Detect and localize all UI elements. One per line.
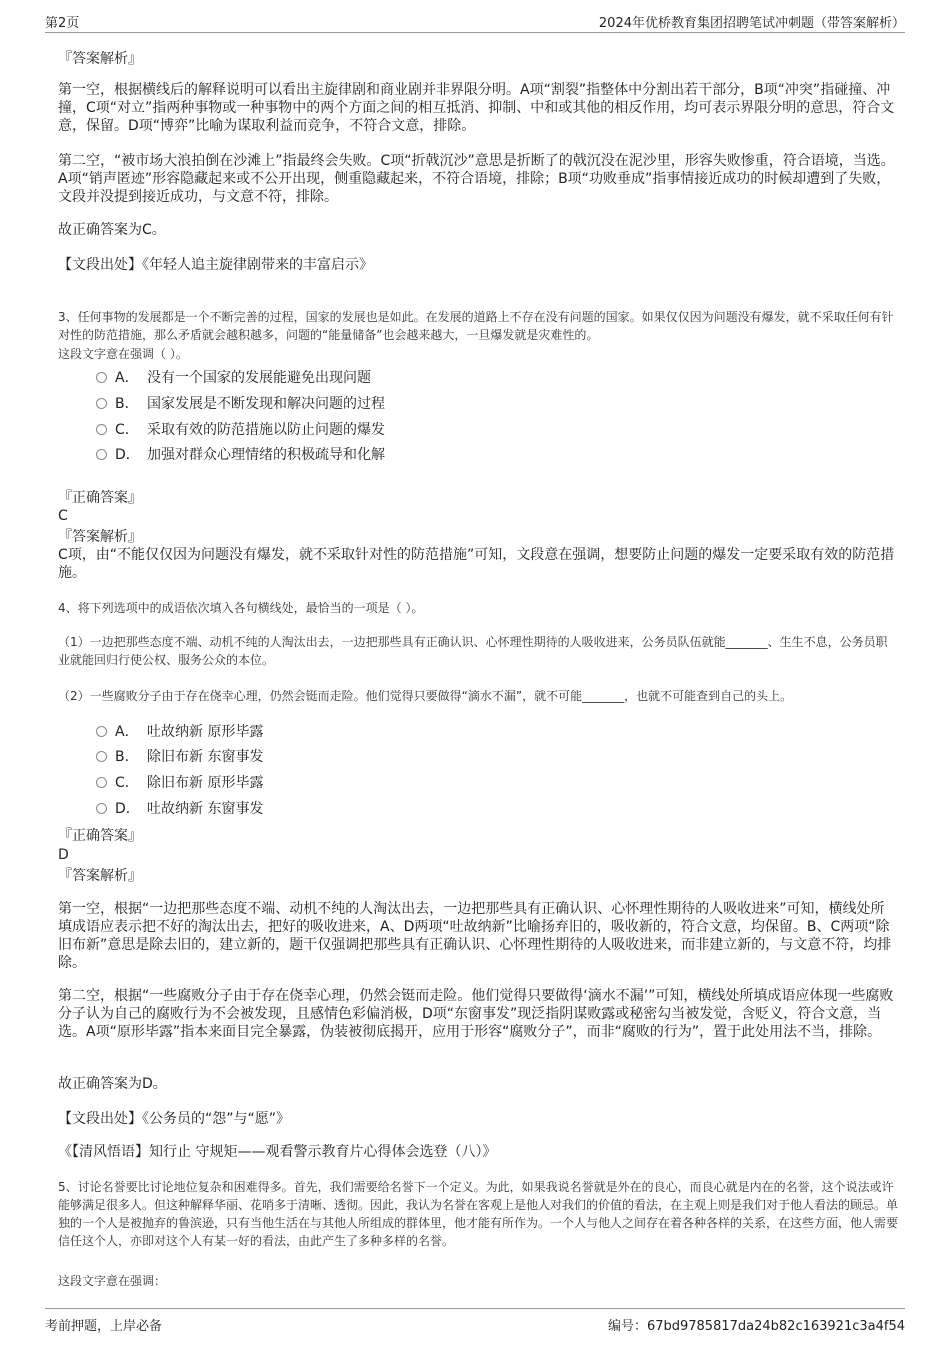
document-title: 2024年优桥教育集团招聘笔试冲刺题（带答案解析） <box>598 16 905 31</box>
radio-icon[interactable] <box>96 777 107 788</box>
q4-option-c[interactable]: C． 除旧布新 原形毕露 <box>96 774 263 792</box>
q4-analysis-label: 『答案解析』 <box>58 868 142 884</box>
footer-slogan: 考前押题，上岸必备 <box>45 1319 163 1334</box>
q3-ask: 这段文字意在强调（ ）。 <box>58 347 188 361</box>
q3-option-d[interactable]: D． 加强对群众心理情绪的积极疏导和化解 <box>96 446 385 464</box>
radio-icon[interactable] <box>96 424 107 435</box>
q3-option-c[interactable]: C． 采取有效的防范措施以防止问题的爆发 <box>96 421 385 439</box>
q4-conclusion: 故正确答案为D。 <box>58 1076 167 1092</box>
q3-analysis: C项，由“不能仅仅因为问题没有爆发，就不采取针对性的防范措施”可知，文段意在强调，想要防止问题的爆发一定要采取有效的防范措施。 <box>58 547 895 581</box>
q3-analysis-label: 『答案解析』 <box>58 529 142 545</box>
q2-source: 【文段出处】《年轻人追主旋律剧带来的丰富启示》 <box>58 257 373 273</box>
related-article-link[interactable]: 《【清风悟语】知行止 守规矩——观看警示教育片心得体会选登（八）》 <box>58 1144 497 1160</box>
q4-source: 【文段出处】《公务员的“怨”与“愿”》 <box>58 1111 291 1127</box>
q2-conclusion: 故正确答案为C。 <box>58 222 166 238</box>
radio-icon[interactable] <box>96 449 107 460</box>
q4-option-d[interactable]: D． 吐故纳新 东窗事发 <box>96 800 263 818</box>
radio-icon[interactable] <box>96 803 107 814</box>
page-number: 第2页 <box>45 16 80 31</box>
document-id: 编号：67bd9785817da24b82c163921c3a4f54 <box>607 1319 905 1334</box>
q4-analysis-para2: 第二空，根据“一些腐败分子由于存在侥幸心理，仍然会铤而走险。他们觉得只要做得‘滴水不漏’”可知，横线处所填成语应体现一些腐败分子认为自己的腐败行为不会被发现，且感情色彩偏消极，D项“东窗事发”现泛指阴谋败露或秘密勾当被发觉，含贬义，符合文意，当选。A项“原形毕露”指本来面目完全暴露，伪装被彻底揭开，应用于形容“腐败分子”，而非“腐败的行为”，置于此处用法不当，排除。 <box>58 988 894 1040</box>
q3-stem: 3、任何事物的发展都是一个不断完善的过程，国家的发展也是如此。在发展的道路上不存在没有问题的国家。如果仅仅因为问题没有爆发，就不采取任何有针对性的防范措施，那么矛盾就会越积越多，问题的“能量储备”也会越来越大，一旦爆发就是灾难性的。 <box>58 310 894 342</box>
radio-icon[interactable] <box>96 398 107 409</box>
radio-icon[interactable] <box>96 751 107 762</box>
q4-answer: D <box>58 847 69 863</box>
q4-option-a[interactable]: A． 吐故纳新 原形毕露 <box>96 723 263 741</box>
radio-icon[interactable] <box>96 726 107 737</box>
q2-analysis-para2: 第二空，“被市场大浪拍倒在沙滩上”指最终会失败。C项“折戟沉沙”意思是折断了的戟沉没在泥沙里，形容失败惨重，符合语境，当选。A项“销声匿迹”形容隐藏起来或不公开出现，侧重隐藏起来，不符合语境，排除；B项“功败垂成”指事情接近成功的时候却遭到了失败，文段并没提到接近成功，与文意不符，排除。 <box>58 153 895 205</box>
q4-answer-label: 『正确答案』 <box>58 828 142 844</box>
q3-option-a[interactable]: A． 没有一个国家的发展能避免出现问题 <box>96 369 371 387</box>
page-header <box>45 12 905 33</box>
q3-answer: C <box>58 508 68 524</box>
q5-ask: 这段文字意在强调： <box>58 1274 167 1288</box>
q4-sentence-2: （2）一些腐败分子由于存在侥幸心理，仍然会铤而走险。他们觉得只要做得“滴水不漏”，就不可能_______，也就不可能查到自己的头上。 <box>58 689 793 703</box>
q4-option-b[interactable]: B． 除旧布新 东窗事发 <box>96 748 263 766</box>
q4-sentence-1: （1）一边把那些态度不端、动机不纯的人淘汰出去，一边把那些具有正确认识、心怀理性期待的人吸收进来，公务员队伍就能_______、生生不息，公务员职业就能回归行使公权、服务公众的本位。 <box>58 635 888 667</box>
q5-stem: 5、讨论名誉要比讨论地位复杂和困难得多。首先，我们需要给名誉下一个定义。为此，如果我说名誉就是外在的良心，而良心就是内在的名誉，这个说法或许能够满足很多人。但这种解释华丽、花哨多于清晰、透彻。因此，我认为名誉在客观上是他人对我们的价值的看法，在主观上则是我们对于他人看法的顾忌。单独的一个人是被抛弃的鲁滨逊，只有当他生活在与其他人所组成的群体里，他才能有所作为。一个人与他人之间存在着各种各样的关系，在这些方面，他人需要信任这个人，亦即对这个人有某一好的看法，由此产生了多种多样的名誉。 <box>58 1180 899 1248</box>
q4-analysis-para1: 第一空，根据“一边把那些态度不端、动机不纯的人淘汰出去，一边把那些具有正确认识、心怀理性期待的人吸收进来”可知，横线处所填成语应表示把不好的淘汰出去，把好的吸收进来，A、D两项“吐故纳新”比喻扬弃旧的，吸收新的，符合文意，均保留。B、C两项“除旧布新”意思是除去旧的，建立新的，题干仅强调把那些具有正确认识、心怀理性期待的人吸收进来，而非建立新的，与文意不符，均排除。 <box>58 901 892 971</box>
q3-option-b[interactable]: B． 国家发展是不断发现和解决问题的过程 <box>96 395 385 413</box>
page-footer <box>45 1308 905 1333</box>
q4-stem: 4、将下列选项中的成语依次填入各句横线处，最恰当的一项是（ ）。 <box>58 601 424 615</box>
q3-answer-label: 『正确答案』 <box>58 490 142 506</box>
q2-analysis-para1: 第一空，根据横线后的解释说明可以看出主旋律剧和商业剧并非界限分明。A项“割裂”指整体中分割出若干部分，B项“冲突”指碰撞、冲撞，C项“对立”指两种事物或一种事物中的两个方面之间的相互抵消、抑制、中和或其他的相反作用，均可表示界限分明的意思，符合文意，保留。D项“博弈”比喻为谋取利益而竞争，不符合文意，排除。 <box>58 82 895 134</box>
q2-analysis-label: 『答案解析』 <box>58 51 142 67</box>
radio-icon[interactable] <box>96 372 107 383</box>
